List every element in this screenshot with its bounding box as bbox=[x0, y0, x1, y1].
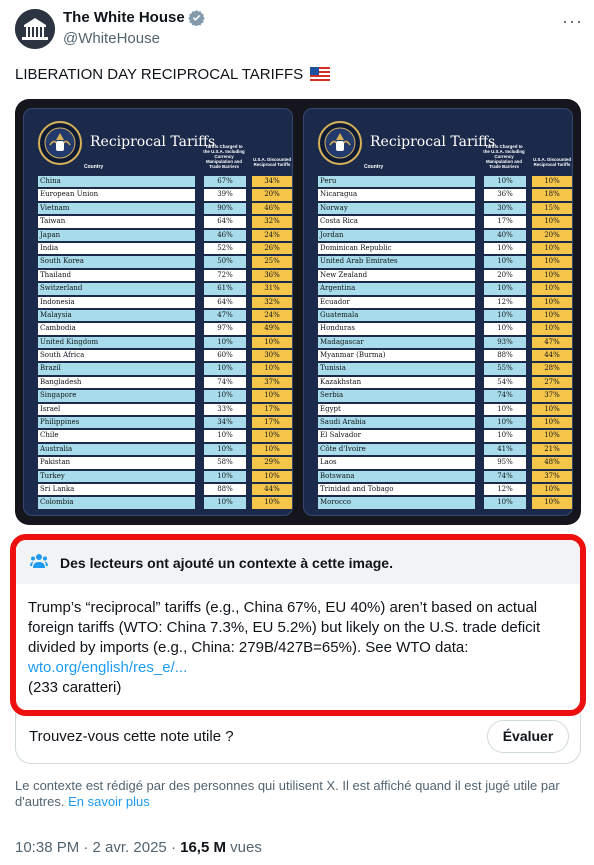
discounted-cell: 25% bbox=[252, 256, 292, 267]
discounted-cell: 10% bbox=[532, 270, 572, 281]
charged-cell: 10% bbox=[484, 404, 526, 415]
charged-cell: 10% bbox=[484, 323, 526, 334]
country-cell: Dominican Republic bbox=[318, 243, 475, 254]
tweet-text-content: LIBERATION DAY RECIPROCAL TARIFFS bbox=[15, 66, 304, 83]
charged-cell: 74% bbox=[484, 390, 526, 401]
charged-cell: 72% bbox=[204, 270, 246, 281]
charged-cell: 64% bbox=[204, 216, 246, 227]
country-cell: Australia bbox=[38, 444, 195, 455]
disclaimer-text: Le contexte est rédigé par des personnes qui utilisent X. Il est affiché quand il est jugé utile par d'autres. bbox=[15, 778, 560, 809]
charged-cell: 74% bbox=[484, 471, 526, 482]
charged-cell: 41% bbox=[484, 444, 526, 455]
view-label: vues bbox=[230, 839, 262, 856]
more-options-icon[interactable]: ··· bbox=[562, 11, 583, 31]
discounted-cell: 10% bbox=[252, 497, 292, 508]
country-cell: Jordan bbox=[318, 230, 475, 241]
country-cell: Botswana bbox=[318, 471, 475, 482]
column-header-country: Country bbox=[364, 164, 384, 170]
column-header-charged: Tariffs Charged to the U.S.A. Including Currency Manipulation and Trade Barriers bbox=[203, 144, 245, 169]
country-cell: South Africa bbox=[38, 350, 195, 361]
country-cell: United Kingdom bbox=[38, 337, 195, 348]
country-cell: New Zealand bbox=[318, 270, 475, 281]
charged-cell: 34% bbox=[204, 417, 246, 428]
discounted-cell: 18% bbox=[532, 189, 572, 200]
discounted-cell: 24% bbox=[252, 310, 292, 321]
country-cell: China bbox=[38, 176, 195, 187]
community-note-header bbox=[16, 540, 580, 584]
tweet-header bbox=[0, 0, 594, 60]
discounted-cell: 20% bbox=[252, 189, 292, 200]
charged-cell: 10% bbox=[484, 430, 526, 441]
discounted-cell: 10% bbox=[532, 497, 572, 508]
discounted-cell: 15% bbox=[532, 203, 572, 214]
meta-separator: · bbox=[170, 839, 181, 856]
charged-cell: 10% bbox=[484, 283, 526, 294]
discounted-cell: 17% bbox=[252, 404, 292, 415]
discounted-cell: 44% bbox=[252, 484, 292, 495]
wto-link[interactable]: wto.org/english/res_e/... bbox=[28, 659, 188, 676]
country-cell: European Union bbox=[38, 189, 195, 200]
charged-cell: 54% bbox=[484, 377, 526, 388]
discounted-cell: 37% bbox=[532, 390, 572, 401]
country-cell: Indonesia bbox=[38, 297, 195, 308]
charged-cell: 39% bbox=[204, 189, 246, 200]
column-header-charged: Tariffs Charged to the U.S.A. Including Currency Manipulation and Trade Barriers bbox=[483, 144, 525, 169]
discounted-cell: 36% bbox=[252, 270, 292, 281]
charged-cell: 47% bbox=[204, 310, 246, 321]
discounted-cell: 47% bbox=[532, 337, 572, 348]
discounted-cell: 27% bbox=[532, 377, 572, 388]
charged-cell: 30% bbox=[484, 203, 526, 214]
discounted-cell: 32% bbox=[252, 297, 292, 308]
discounted-cell: 10% bbox=[532, 256, 572, 267]
panel-title: Reciprocal Tariffs bbox=[90, 134, 216, 150]
discounted-cell: 30% bbox=[252, 350, 292, 361]
country-cell: Laos bbox=[318, 457, 475, 468]
country-cell: Switzerland bbox=[38, 283, 195, 294]
country-cell: Brazil bbox=[38, 363, 195, 374]
charged-cell: 10% bbox=[204, 430, 246, 441]
panel-title: Reciprocal Tariffs bbox=[370, 134, 496, 150]
rate-note-box bbox=[15, 712, 581, 764]
discounted-cell: 10% bbox=[532, 243, 572, 254]
country-cell: Peru bbox=[318, 176, 475, 187]
discounted-cell: 37% bbox=[532, 471, 572, 482]
charged-cell: 10% bbox=[204, 363, 246, 374]
column-header-country: Country bbox=[84, 164, 104, 170]
rate-button[interactable]: Évaluer bbox=[487, 720, 569, 753]
country-cell: Ecuador bbox=[318, 297, 475, 308]
country-cell: Turkey bbox=[38, 471, 195, 482]
discounted-cell: 34% bbox=[252, 176, 292, 187]
country-cell: Egypt bbox=[318, 404, 475, 415]
charged-cell: 12% bbox=[484, 297, 526, 308]
charged-cell: 90% bbox=[204, 203, 246, 214]
charged-cell: 46% bbox=[204, 230, 246, 241]
country-cell: Myanmar (Burma) bbox=[318, 350, 475, 361]
tariff-panel-left bbox=[23, 108, 293, 516]
charged-cell: 88% bbox=[204, 484, 246, 495]
charged-cell: 58% bbox=[204, 457, 246, 468]
charged-cell: 10% bbox=[204, 497, 246, 508]
country-cell: Bangladesh bbox=[38, 377, 195, 388]
presidential-seal-icon bbox=[318, 121, 362, 165]
country-cell: Nicaragua bbox=[318, 189, 475, 200]
tweet-meta bbox=[15, 839, 262, 856]
country-cell: Morocco bbox=[318, 497, 475, 508]
view-count: 16,5 M bbox=[180, 839, 226, 856]
country-cell: Japan bbox=[38, 230, 195, 241]
discounted-cell: 10% bbox=[252, 337, 292, 348]
country-cell: Singapore bbox=[38, 390, 195, 401]
charged-cell: 10% bbox=[484, 310, 526, 321]
discounted-cell: 10% bbox=[252, 363, 292, 374]
charged-cell: 67% bbox=[204, 176, 246, 187]
charged-cell: 52% bbox=[204, 243, 246, 254]
discounted-cell: 49% bbox=[252, 323, 292, 334]
charged-cell: 64% bbox=[204, 297, 246, 308]
charged-cell: 55% bbox=[484, 363, 526, 374]
charged-cell: 40% bbox=[484, 230, 526, 241]
country-cell: Pakistan bbox=[38, 457, 195, 468]
country-cell: Cambodia bbox=[38, 323, 195, 334]
country-cell: Thailand bbox=[38, 270, 195, 281]
country-cell: Norway bbox=[318, 203, 475, 214]
author-handle[interactable]: @WhiteHouse bbox=[63, 30, 160, 47]
discounted-cell: 46% bbox=[252, 203, 292, 214]
tariff-panel-right bbox=[303, 108, 573, 516]
discounted-cell: 10% bbox=[532, 417, 572, 428]
country-cell: Malaysia bbox=[38, 310, 195, 321]
country-cell: Sri Lanka bbox=[38, 484, 195, 495]
discounted-cell: 10% bbox=[252, 430, 292, 441]
charged-cell: 61% bbox=[204, 283, 246, 294]
country-cell: Saudi Arabia bbox=[318, 417, 475, 428]
discounted-cell: 21% bbox=[532, 444, 572, 455]
discounted-cell: 10% bbox=[532, 430, 572, 441]
country-cell: Costa Rica bbox=[318, 216, 475, 227]
character-count: (233 caratteri) bbox=[28, 679, 122, 696]
people-icon bbox=[30, 553, 48, 569]
discounted-cell: 10% bbox=[252, 444, 292, 455]
discounted-cell: 29% bbox=[252, 457, 292, 468]
charged-cell: 10% bbox=[204, 444, 246, 455]
discounted-cell: 10% bbox=[532, 283, 572, 294]
presidential-seal-icon bbox=[38, 121, 82, 165]
discounted-cell: 10% bbox=[252, 390, 292, 401]
community-note-title: Des lecteurs ont ajouté un contexte à cette image. bbox=[60, 555, 393, 571]
white-house-avatar-icon[interactable] bbox=[15, 9, 55, 49]
discounted-cell: 48% bbox=[532, 457, 572, 468]
country-cell: Chile bbox=[38, 430, 195, 441]
community-note bbox=[10, 534, 586, 716]
discounted-cell: 10% bbox=[532, 484, 572, 495]
discounted-cell: 10% bbox=[532, 404, 572, 415]
charged-cell: 97% bbox=[204, 323, 246, 334]
discounted-cell: 20% bbox=[532, 230, 572, 241]
column-header-discounted: U.S.A. Discounted Reciprocal Tariffs bbox=[532, 157, 572, 167]
charged-cell: 10% bbox=[484, 256, 526, 267]
discounted-cell: 28% bbox=[532, 363, 572, 374]
discounted-cell: 32% bbox=[252, 216, 292, 227]
country-cell: India bbox=[38, 243, 195, 254]
country-cell: Trinidad and Tobago bbox=[318, 484, 475, 495]
charged-cell: 10% bbox=[484, 497, 526, 508]
discounted-cell: 10% bbox=[532, 216, 572, 227]
charged-cell: 33% bbox=[204, 404, 246, 415]
country-cell: Côte d'Ivoire bbox=[318, 444, 475, 455]
country-cell: Honduras bbox=[318, 323, 475, 334]
discounted-cell: 10% bbox=[532, 310, 572, 321]
country-cell: Vietnam bbox=[38, 203, 195, 214]
discounted-cell: 17% bbox=[252, 417, 292, 428]
country-cell: Philippines bbox=[38, 417, 195, 428]
discounted-cell: 10% bbox=[532, 297, 572, 308]
discounted-cell: 31% bbox=[252, 283, 292, 294]
country-cell: Serbia bbox=[318, 390, 475, 401]
column-header-discounted: U.S.A. Discounted Reciprocal Tariffs bbox=[252, 157, 292, 167]
tweet-timestamp[interactable]: 10:38 PM · 2 avr. 2025 bbox=[15, 839, 167, 856]
charged-cell: 10% bbox=[484, 243, 526, 254]
discounted-cell: 10% bbox=[532, 323, 572, 334]
charged-cell: 10% bbox=[484, 417, 526, 428]
charged-cell: 10% bbox=[204, 337, 246, 348]
charged-cell: 36% bbox=[484, 189, 526, 200]
rate-question: Trouvez-vous cette note utile ? bbox=[29, 728, 234, 745]
community-note-text: Trump’s “reciprocal” tariffs (e.g., China 67%, EU 40%) aren’t based on actual foreign tariffs (WTO: China 7.3%, EU 5.2%) but likely on the U.S. trade deficit divided by imports (e.g., China: 279B/427B=65%). See WTO data: bbox=[28, 599, 541, 656]
discounted-cell: 24% bbox=[252, 230, 292, 241]
charged-cell: 20% bbox=[484, 270, 526, 281]
country-cell: Colombia bbox=[38, 497, 195, 508]
discounted-cell: 26% bbox=[252, 243, 292, 254]
learn-more-link[interactable]: En savoir plus bbox=[68, 794, 150, 809]
tariff-table-image[interactable] bbox=[15, 99, 581, 525]
discounted-cell: 44% bbox=[532, 350, 572, 361]
tweet-text bbox=[15, 66, 330, 83]
charged-cell: 12% bbox=[484, 484, 526, 495]
charged-cell: 10% bbox=[204, 471, 246, 482]
charged-cell: 93% bbox=[484, 337, 526, 348]
charged-cell: 17% bbox=[484, 216, 526, 227]
country-cell: United Arab Emirates bbox=[318, 256, 475, 267]
country-cell: El Salvador bbox=[318, 430, 475, 441]
charged-cell: 88% bbox=[484, 350, 526, 361]
verified-badge-icon bbox=[188, 9, 205, 26]
charged-cell: 74% bbox=[204, 377, 246, 388]
discounted-cell: 37% bbox=[252, 377, 292, 388]
country-cell: Tunisia bbox=[318, 363, 475, 374]
discounted-cell: 10% bbox=[532, 176, 572, 187]
country-cell: Israel bbox=[38, 404, 195, 415]
charged-cell: 60% bbox=[204, 350, 246, 361]
country-cell: Taiwan bbox=[38, 216, 195, 227]
discounted-cell: 10% bbox=[252, 471, 292, 482]
us-flag-icon bbox=[310, 67, 330, 81]
charged-cell: 95% bbox=[484, 457, 526, 468]
note-disclaimer bbox=[15, 778, 581, 810]
community-note-body bbox=[28, 598, 576, 698]
country-cell: Guatemala bbox=[318, 310, 475, 321]
country-cell: Madagascar bbox=[318, 337, 475, 348]
country-cell: South Korea bbox=[38, 256, 195, 267]
country-cell: Kazakhstan bbox=[318, 377, 475, 388]
charged-cell: 50% bbox=[204, 256, 246, 267]
charged-cell: 10% bbox=[204, 390, 246, 401]
charged-cell: 10% bbox=[484, 176, 526, 187]
author-name[interactable]: The White House bbox=[63, 9, 185, 26]
country-cell: Argentina bbox=[318, 283, 475, 294]
